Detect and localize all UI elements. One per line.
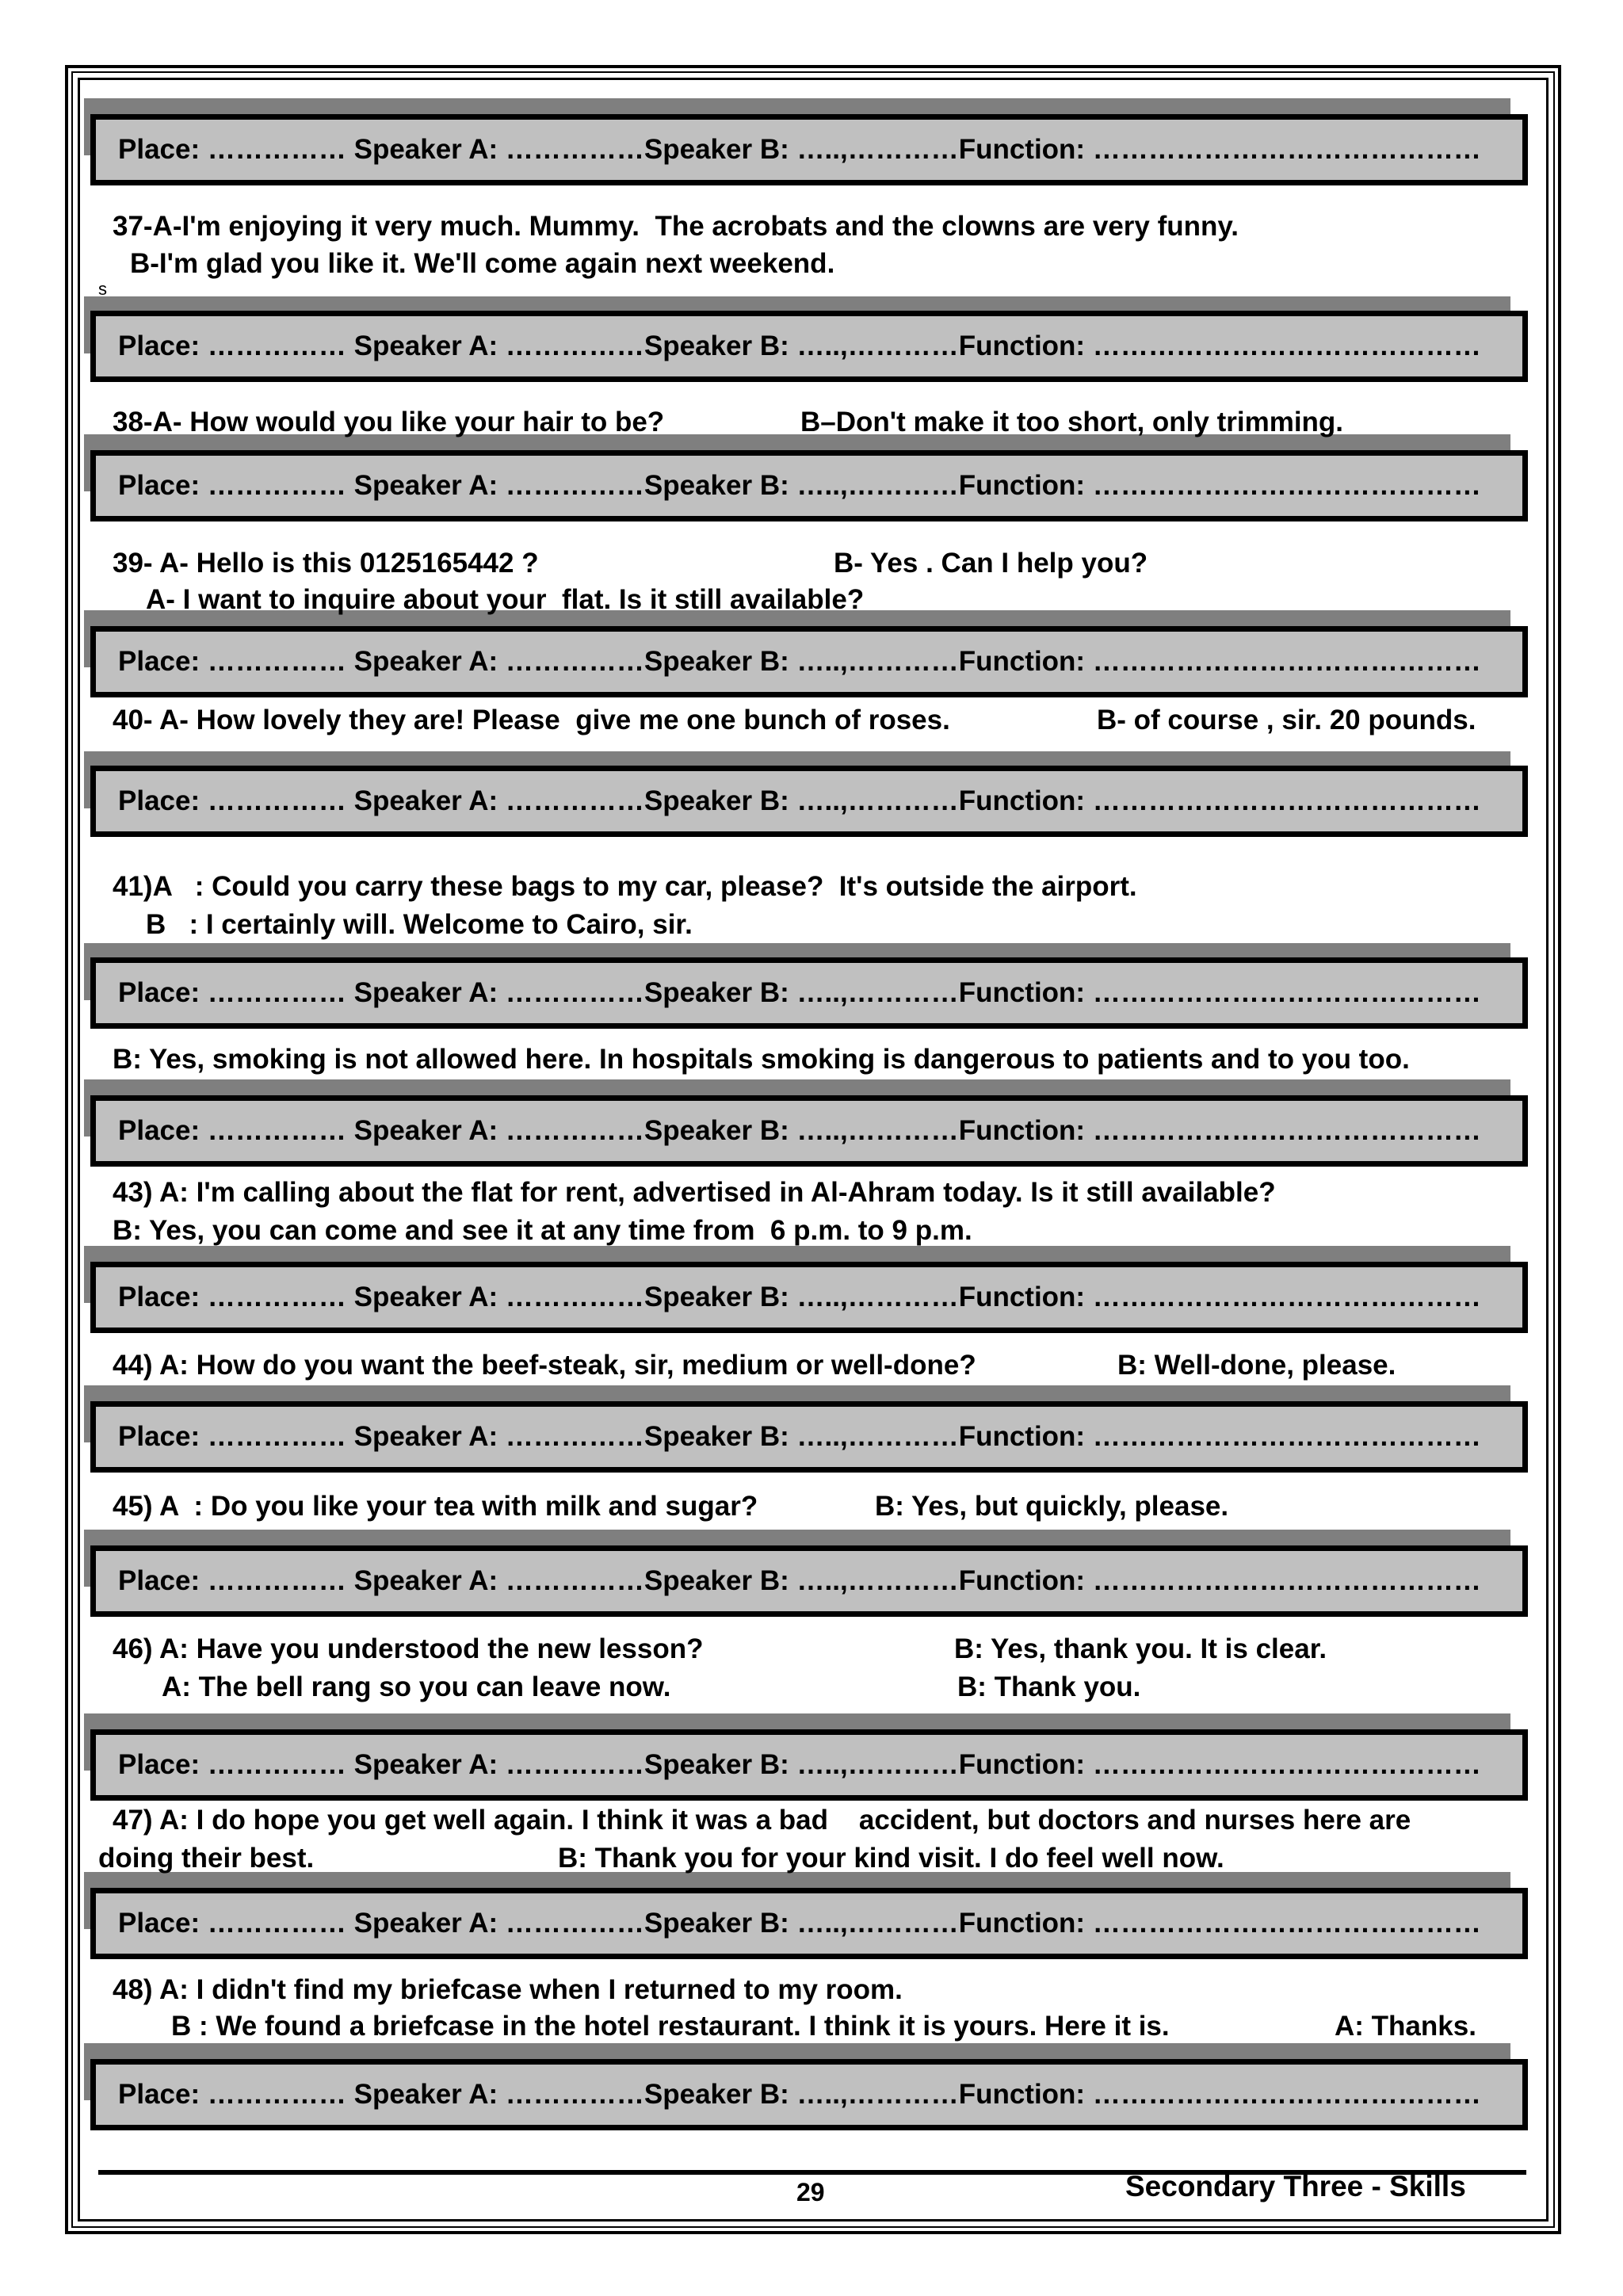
dialogue-44-a: 44) A: How do you want the beef-steak, sir, medium or well-done? xyxy=(113,1350,976,1381)
speaker-a-blank: …………… xyxy=(505,977,644,1008)
function-label: Function: xyxy=(958,977,1086,1008)
dialogue-43-line1: 43) A: I'm calling about the flat for rent, advertised in Al-Ahram today. Is it still available? xyxy=(113,1177,1276,1208)
answer-box-37[interactable] xyxy=(90,311,1528,382)
speaker-a-label: Speaker A: xyxy=(353,977,498,1008)
function-blank: …………………………………… xyxy=(1092,1115,1481,1146)
answer-box-41[interactable] xyxy=(90,957,1528,1029)
answer-box-44[interactable] xyxy=(90,1401,1528,1473)
place-blank: …………… xyxy=(207,1115,346,1146)
place-label: Place: xyxy=(118,2079,200,2110)
speaker-a-label: Speaker A: xyxy=(353,470,498,501)
speaker-a-blank: …………… xyxy=(505,1115,644,1146)
function-label: Function: xyxy=(958,1421,1086,1452)
dialogue-41-line2: B : I certainly will. Welcome to Cairo, sir. xyxy=(146,909,693,940)
place-label: Place: xyxy=(118,1115,200,1146)
speaker-a-blank: …………… xyxy=(505,470,644,501)
place-label: Place: xyxy=(118,1421,200,1452)
function-label: Function: xyxy=(958,1115,1086,1146)
speaker-a-label: Speaker A: xyxy=(353,2079,498,2110)
dialogue-40-a: 40- A- How lovely they are! Please give me one bunch of roses. xyxy=(113,705,950,735)
dialogue-46-b1: B: Yes, thank you. It is clear. xyxy=(954,1633,1327,1664)
speaker-a-label: Speaker A: xyxy=(353,646,498,677)
speaker-b-label: Speaker B: xyxy=(643,646,789,677)
dialogue-47-line1: 47) A: I do hope you get well again. I think it was a bad accident, but doctors and nurses here are xyxy=(113,1805,1411,1836)
function-label: Function: xyxy=(958,1749,1086,1780)
function-label: Function: xyxy=(958,646,1086,677)
function-label: Function: xyxy=(958,1565,1086,1596)
place-label: Place: xyxy=(118,646,200,677)
speaker-a-blank: …………… xyxy=(505,1565,644,1596)
speaker-b-blank: …..,………… xyxy=(796,330,959,361)
speaker-a-label: Speaker A: xyxy=(353,1908,498,1939)
function-blank: …………………………………… xyxy=(1092,2079,1481,2110)
stray-mark: s xyxy=(98,279,107,299)
place-label: Place: xyxy=(118,1565,200,1596)
function-label: Function: xyxy=(958,1908,1086,1939)
function-label: Function: xyxy=(958,1282,1086,1312)
place-label: Place: xyxy=(118,1282,200,1312)
speaker-b-label: Speaker B: xyxy=(643,1421,789,1452)
speaker-b-blank: …..,………… xyxy=(796,470,959,501)
speaker-b-label: Speaker B: xyxy=(643,134,789,165)
place-blank: …………… xyxy=(207,470,346,501)
answer-box-39[interactable] xyxy=(90,626,1528,697)
speaker-a-blank: …………… xyxy=(505,1282,644,1312)
answer-box-43[interactable] xyxy=(90,1262,1528,1333)
dialogue-45-b: B: Yes, but quickly, please. xyxy=(875,1491,1229,1522)
dialogue-45-a: 45) A : Do you like your tea with milk and sugar? xyxy=(113,1491,758,1522)
dialogue-38-a: 38-A- How would you like your hair to be? xyxy=(113,407,665,437)
speaker-b-label: Speaker B: xyxy=(643,1749,789,1780)
function-blank: …………………………………… xyxy=(1092,977,1481,1008)
speaker-b-label: Speaker B: xyxy=(643,1115,789,1146)
function-label: Function: xyxy=(958,330,1086,361)
speaker-a-label: Speaker A: xyxy=(353,1421,498,1452)
dialogue-48-b: B : We found a briefcase in the hotel restaurant. I think it is yours. Here it is. xyxy=(171,2011,1170,2042)
function-blank: …………………………………… xyxy=(1092,1282,1481,1312)
dialogue-48-a: A: Thanks. xyxy=(1335,2011,1476,2042)
speaker-b-label: Speaker B: xyxy=(643,330,789,361)
dialogue-39-line2: A- I want to inquire about your flat. Is it still available? xyxy=(146,584,865,615)
speaker-a-blank: …………… xyxy=(505,330,644,361)
speaker-b-blank: …..,………… xyxy=(796,2079,959,2110)
dialogue-46-b2: B: Thank you. xyxy=(957,1671,1141,1702)
speaker-a-blank: …………… xyxy=(505,785,644,816)
speaker-b-blank: …..,………… xyxy=(796,134,959,165)
function-label: Function: xyxy=(958,785,1086,816)
dialogue-44-b: B: Well-done, please. xyxy=(1117,1350,1396,1381)
answer-box-45[interactable] xyxy=(90,1545,1528,1617)
place-blank: …………… xyxy=(207,977,346,1008)
dialogue-47-line2-a: doing their best. xyxy=(98,1843,315,1874)
place-label: Place: xyxy=(118,977,200,1008)
function-blank: …………………………………… xyxy=(1092,1908,1481,1939)
place-label: Place: xyxy=(118,1749,200,1780)
function-blank: …………………………………… xyxy=(1092,134,1481,165)
speaker-a-label: Speaker A: xyxy=(353,1749,498,1780)
speaker-b-blank: …..,………… xyxy=(796,646,959,677)
place-blank: …………… xyxy=(207,1749,346,1780)
speaker-b-blank: …..,………… xyxy=(796,1421,959,1452)
speaker-a-blank: …………… xyxy=(505,134,644,165)
place-blank: …………… xyxy=(207,1565,346,1596)
speaker-b-blank: …..,………… xyxy=(796,977,959,1008)
dialogue-37-line2: B-I'm glad you like it. We'll come again next weekend. xyxy=(130,248,835,279)
place-label: Place: xyxy=(118,470,200,501)
footer-title: Secondary Three - Skills xyxy=(1125,2170,1466,2202)
speaker-b-label: Speaker B: xyxy=(643,2079,789,2110)
dialogue-41-line1: 41)A : Could you carry these bags to my car, please? It's outside the airport. xyxy=(113,871,1137,902)
speaker-b-blank: …..,………… xyxy=(796,1908,959,1939)
place-blank: …………… xyxy=(207,1421,346,1452)
speaker-b-blank: …..,………… xyxy=(796,1282,959,1312)
function-label: Function: xyxy=(958,2079,1086,2110)
place-blank: …………… xyxy=(207,1908,346,1939)
answer-box-36[interactable] xyxy=(90,114,1528,185)
speaker-a-label: Speaker A: xyxy=(353,330,498,361)
function-blank: …………………………………… xyxy=(1092,330,1481,361)
dialogue-38-b: B–Don't make it too short, only trimming. xyxy=(800,407,1344,437)
dialogue-46-a1: 46) A: Have you understood the new lesson? xyxy=(113,1633,704,1664)
function-blank: …………………………………… xyxy=(1092,1565,1481,1596)
place-label: Place: xyxy=(118,785,200,816)
function-blank: …………………………………… xyxy=(1092,785,1481,816)
dialogue-39-a: 39- A- Hello is this 0125165442 ? xyxy=(113,548,539,579)
place-blank: …………… xyxy=(207,1282,346,1312)
speaker-b-blank: …..,………… xyxy=(796,1115,959,1146)
place-blank: …………… xyxy=(207,330,346,361)
speaker-a-label: Speaker A: xyxy=(353,1115,498,1146)
speaker-a-blank: …………… xyxy=(505,1908,644,1939)
speaker-a-blank: …………… xyxy=(505,1749,644,1780)
function-blank: …………………………………… xyxy=(1092,646,1481,677)
function-blank: …………………………………… xyxy=(1092,470,1481,501)
place-label: Place: xyxy=(118,330,200,361)
function-label: Function: xyxy=(958,134,1086,165)
speaker-b-label: Speaker B: xyxy=(643,1282,789,1312)
function-blank: …………………………………… xyxy=(1092,1421,1481,1452)
place-label: Place: xyxy=(118,134,200,165)
function-label: Function: xyxy=(958,470,1086,501)
speaker-a-label: Speaker A: xyxy=(353,1282,498,1312)
speaker-a-blank: …………… xyxy=(505,646,644,677)
answer-box-40[interactable] xyxy=(90,766,1528,837)
dialogue-39-b: B- Yes . Can I help you? xyxy=(834,548,1148,579)
place-label: Place: xyxy=(118,1908,200,1939)
dialogue-37-line1: 37-A-I'm enjoying it very much. Mummy. The acrobats and the clowns are very funny. xyxy=(113,211,1239,242)
speaker-b-blank: …..,………… xyxy=(796,1749,959,1780)
speaker-b-label: Speaker B: xyxy=(643,785,789,816)
place-blank: …………… xyxy=(207,2079,346,2110)
speaker-b-blank: …..,………… xyxy=(796,1565,959,1596)
speaker-a-label: Speaker A: xyxy=(353,1565,498,1596)
place-blank: …………… xyxy=(207,785,346,816)
dialogue-42-line2: B: Yes, smoking is not allowed here. In hospitals smoking is dangerous to patients and to you too. xyxy=(113,1044,1410,1075)
page-number: 29 xyxy=(796,2178,825,2206)
speaker-a-blank: …………… xyxy=(505,1421,644,1452)
speaker-b-blank: …..,………… xyxy=(796,785,959,816)
answer-box-38[interactable] xyxy=(90,450,1528,521)
dialogue-40-b: B- of course , sir. 20 pounds. xyxy=(1097,705,1476,735)
dialogue-47-line2-b: B: Thank you for your kind visit. I do feel well now. xyxy=(558,1843,1224,1874)
speaker-b-label: Speaker B: xyxy=(643,977,789,1008)
answer-box-46[interactable] xyxy=(90,1729,1528,1801)
dialogue-48-line1: 48) A: I didn't find my briefcase when I returned to my room. xyxy=(113,1974,903,2005)
dialogue-46-a2: A: The bell rang so you can leave now. xyxy=(162,1671,671,1702)
place-blank: …………… xyxy=(207,134,346,165)
answer-box-48[interactable] xyxy=(90,2059,1528,2130)
speaker-a-blank: …………… xyxy=(505,2079,644,2110)
function-blank: …………………………………… xyxy=(1092,1749,1481,1780)
answer-box-47[interactable] xyxy=(90,1888,1528,1959)
speaker-b-label: Speaker B: xyxy=(643,1908,789,1939)
place-blank: …………… xyxy=(207,646,346,677)
dialogue-43-line2: B: Yes, you can come and see it at any time from 6 p.m. to 9 p.m. xyxy=(113,1215,972,1246)
speaker-a-label: Speaker A: xyxy=(353,134,498,165)
speaker-a-label: Speaker A: xyxy=(353,785,498,816)
speaker-b-label: Speaker B: xyxy=(643,1565,789,1596)
answer-box-42[interactable] xyxy=(90,1095,1528,1167)
speaker-b-label: Speaker B: xyxy=(643,470,789,501)
